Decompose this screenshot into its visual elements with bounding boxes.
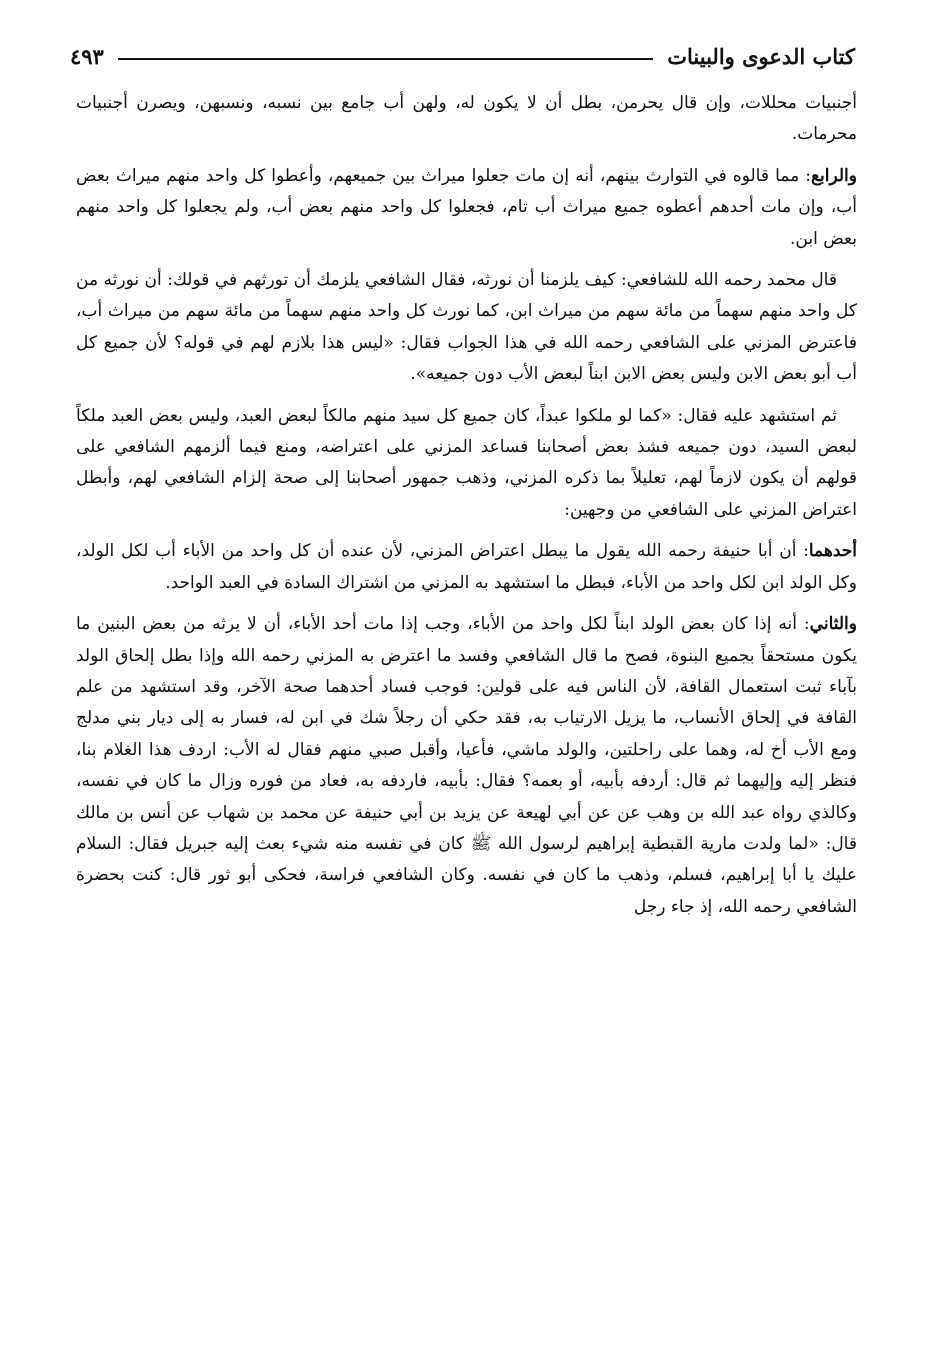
paragraph-6-lead: والثاني xyxy=(809,614,857,635)
paragraph-6 xyxy=(76,609,857,923)
paragraph-2-lead: والرابع xyxy=(811,165,857,186)
header-rule xyxy=(118,58,653,60)
page-number: ٤٩٣ xyxy=(70,43,104,69)
paragraph-3 xyxy=(76,265,857,391)
paragraph-1-text: أجنبيات محللات، وإن قال يحرمن، بطل أن لا يكون له، ولهن أب جامع بين نسبه، ونسبهن، ويصرن أجنبيات محرمات. xyxy=(76,93,857,145)
page-header xyxy=(70,34,855,78)
paragraph-4-text: ثم استشهد عليه فقال: «كما لو ملكوا عبداً، كان جميع كل سيد منهم مالكاً لبعض العبد، وليس بعض العبد ملكاً لبعض السيد، دون جميعه فشذ بعض أصحابنا فساعد المزني على اعتراضه، ومنع فيما ألزمهم الشافعي على قولهم أن يكون لازماً لهم، تعليلاً بما ذكره المزني، وذهب جمهور أصحابنا إلى صحة إلزام الشافعي لهم، وأبطل اعتراض المزني على الشافعي من وجهين: xyxy=(76,405,857,520)
paragraph-5 xyxy=(76,536,857,599)
paragraph-6-text: : أنه إذا كان بعض الولد ابناً لكل واحد من الأباء، وجب إذا مات أحد الأباء، أن لا يرثه من بعض البنين ما يكون مستحقاً بجميع البنوة، فصح ما قال الشافعي وفسد ما اعترض به المزني رحمه الله وإذا بطل إلحاق الولد بآباء ثبت استعمال القافة، لأن الناس فيه على قولين: فوجب فساد أحدهما صحة الآخر، وقد استشهد من علم القافة في إلحاق الأنساب، ما يزيل الارتياب به، فقد حكي أن رجلاً شك في ابن له، فسار به إلى ديار بني مدلج ومع الأب أخ له، وهما على راحلتين، والولد ماشي، فأعيا، وأقبل صبي منهم فقال له الأب: اردف هذا الغلام بنا، فنظر إليه وإليهما ثم قال: أردفه بأبيه، أو بعمه؟ فقال: بأبيه، فاردفه به، فعاد من فوره وزال ما كان في نفسه، وكالذي رواه عبد الله بن وهب عن عن أبي لهيعة عن يزيد بن أبي حنيفة عن محمد بن شهاب عن أنس بن مالك قال: «لما ولدت مارية القبطية إبراهيم لرسول الله ﷺ كان في نفسه منه شيء بعث إليه جبريل فقال: السلام عليك يا أبا إبراهيم، فسلم، وذهب ما كان في نفسه. وكان الشافعي فراسة، فحكى أبو ثور قال: كنت بحضرة الشافعي رحمه الله، إذ جاء رجل xyxy=(76,614,857,917)
paragraph-5-text: : أن أبا حنيفة رحمه الله يقول ما يبطل اعتراض المزني، لأن عنده أن كل واحد من الأباء أب لكل الولد، وكل الولد ابن لكل واحد من الأباء، فبطل ما استشهد به المزني من اشتراك السادة في العبد الواحد. xyxy=(76,541,857,593)
paragraph-5-lead: أحدهما xyxy=(808,541,857,562)
page-body xyxy=(76,88,857,923)
paragraph-4 xyxy=(76,401,857,527)
paragraph-1 xyxy=(76,88,857,151)
paragraph-2-text: : مما قالوه في التوارث بينهم، أنه إن مات جعلوا ميراث بين جميعهم، وأعطوا كل واحد منهم ميراث بعض أب، وإن مات أحدهم أعطوه جميع ميراث أب تام، فجعلوا كل واحد منهم بعض أب، ولم يجعلوا كل واحد منهم بعض ابن. xyxy=(76,165,857,249)
paragraph-2 xyxy=(76,161,857,255)
book-title: كتاب الدعوى والبينات xyxy=(667,43,855,69)
paragraph-3-text: قال محمد رحمه الله للشافعي: كيف يلزمنا أن نورثه، فقال الشافعي يلزمك أن تورثهم في قولك: أن نورثه من كل واحد منهم سهماً من مائة سهم من ميراث ابن، كما نورث كل واحد منهم سهماً من مائة سهم من ميراث أب، فاعترض المزني على الشافعي رحمه الله في هذا الجواب فقال: «ليس هذا بلازم لهم في قوله؟ لأن جميع كل أب أبو بعض الابن وليس بعض الابن ابناً لبعض الأب دون جميعه». xyxy=(76,270,857,385)
